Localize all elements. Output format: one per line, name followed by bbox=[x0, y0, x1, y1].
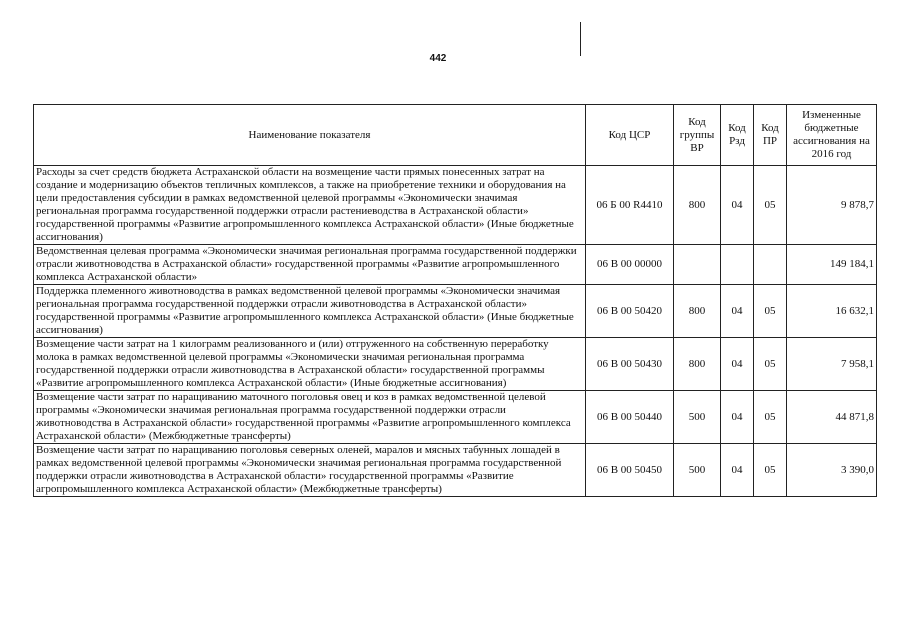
row-pr: 05 bbox=[754, 391, 787, 444]
row-csr: 06 В 00 50420 bbox=[586, 285, 674, 338]
row-rzd: 04 bbox=[721, 285, 754, 338]
row-sum: 3 390,0 bbox=[787, 444, 877, 497]
row-pr: 05 bbox=[754, 444, 787, 497]
header-sum: Измененные бюджетные ассигнования на 2016 год bbox=[787, 105, 877, 166]
margin-line bbox=[580, 22, 581, 56]
row-sum: 9 878,7 bbox=[787, 166, 877, 245]
row-pr: 05 bbox=[754, 166, 787, 245]
row-vr: 800 bbox=[674, 166, 721, 245]
header-pr: Код ПР bbox=[754, 105, 787, 166]
row-name: Возмещение части затрат на 1 килограмм реализованного и (или) отгруженного на собственную переработку молока в рамках ведомственной целевой программы «Экономически значимая региональная программа государственной поддержки отрасли животноводства в Астраханской области» государственной программы «Развитие агропромышленного комплекса Астраханской области» (Иные бюджетные ассигнования) bbox=[34, 338, 586, 391]
table-row bbox=[34, 245, 877, 285]
header-csr: Код ЦСР bbox=[586, 105, 674, 166]
table-header-row bbox=[34, 105, 877, 166]
row-rzd: 04 bbox=[721, 166, 754, 245]
row-pr bbox=[754, 245, 787, 285]
table-row bbox=[34, 338, 877, 391]
table-row bbox=[34, 285, 877, 338]
row-vr: 500 bbox=[674, 391, 721, 444]
page-number: 442 bbox=[429, 53, 447, 64]
row-vr: 500 bbox=[674, 444, 721, 497]
row-vr: 800 bbox=[674, 338, 721, 391]
row-pr: 05 bbox=[754, 338, 787, 391]
row-name: Возмещение части затрат по наращиванию маточного поголовья овец и коз в рамках ведомственной целевой программы «Экономически значимая региональная программа государственной поддержки отрасли животноводства в Астраханской области» государственной программы «Развитие агропромышленного комплекса Астраханской области» (Межбюджетные трансферты) bbox=[34, 391, 586, 444]
row-rzd bbox=[721, 245, 754, 285]
row-vr bbox=[674, 245, 721, 285]
row-name: Поддержка племенного животноводства в рамках ведомственной целевой программы «Экономически значимая региональная программа государственной поддержки отрасли животноводства в Астраханской области» государственной программы «Развитие агропромышленного комплекса Астраханской области» (Иные бюджетные ассигнования) bbox=[34, 285, 586, 338]
row-csr: 06 В 00 00000 bbox=[586, 245, 674, 285]
row-vr: 800 bbox=[674, 285, 721, 338]
row-name: Расходы за счет средств бюджета Астраханской области на возмещение части прямых понесенных затрат на создание и модернизацию объектов тепличных комплексов, а также на приобретение техники и оборудования на цели предоставления субсидии в рамках ведомственной целевой программы «Экономически значимая региональная программа государственной поддержки отрасли растениеводства в Астраханской области» государственной программы «Развитие агропромышленного комплекса Астраханской области» (Иные бюджетные ассигнования) bbox=[34, 166, 586, 245]
row-csr: 06 В 00 50440 bbox=[586, 391, 674, 444]
table-row bbox=[34, 166, 877, 245]
header-vr: Код группы ВР bbox=[674, 105, 721, 166]
header-name: Наименование показателя bbox=[34, 105, 586, 166]
row-pr: 05 bbox=[754, 285, 787, 338]
row-csr: 06 В 00 50430 bbox=[586, 338, 674, 391]
row-sum: 44 871,8 bbox=[787, 391, 877, 444]
row-csr: 06 В 00 50450 bbox=[586, 444, 674, 497]
table-row bbox=[34, 444, 877, 497]
row-name: Возмещение части затрат по наращиванию поголовья северных оленей, маралов и мясных табунных лошадей в рамках ведомственной целевой программы «Экономически значимая региональная программа государственной поддержки отрасли животноводства в Астраханской области» государственной программы «Развитие агропромышленного комплекса Астраханской области» (Межбюджетные трансферты) bbox=[34, 444, 586, 497]
header-rzd: Код Рзд bbox=[721, 105, 754, 166]
table-row bbox=[34, 391, 877, 444]
budget-table bbox=[33, 104, 877, 497]
row-name: Ведомственная целевая программа «Экономически значимая региональная программа государственной поддержки отрасли животноводства в Астраханской области» государственной программы «Развитие агропромышленного комплекса Астраханской области» bbox=[34, 245, 586, 285]
row-rzd: 04 bbox=[721, 391, 754, 444]
row-sum: 16 632,1 bbox=[787, 285, 877, 338]
row-sum: 7 958,1 bbox=[787, 338, 877, 391]
row-csr: 06 Б 00 R4410 bbox=[586, 166, 674, 245]
row-rzd: 04 bbox=[721, 444, 754, 497]
row-sum: 149 184,1 bbox=[787, 245, 877, 285]
row-rzd: 04 bbox=[721, 338, 754, 391]
